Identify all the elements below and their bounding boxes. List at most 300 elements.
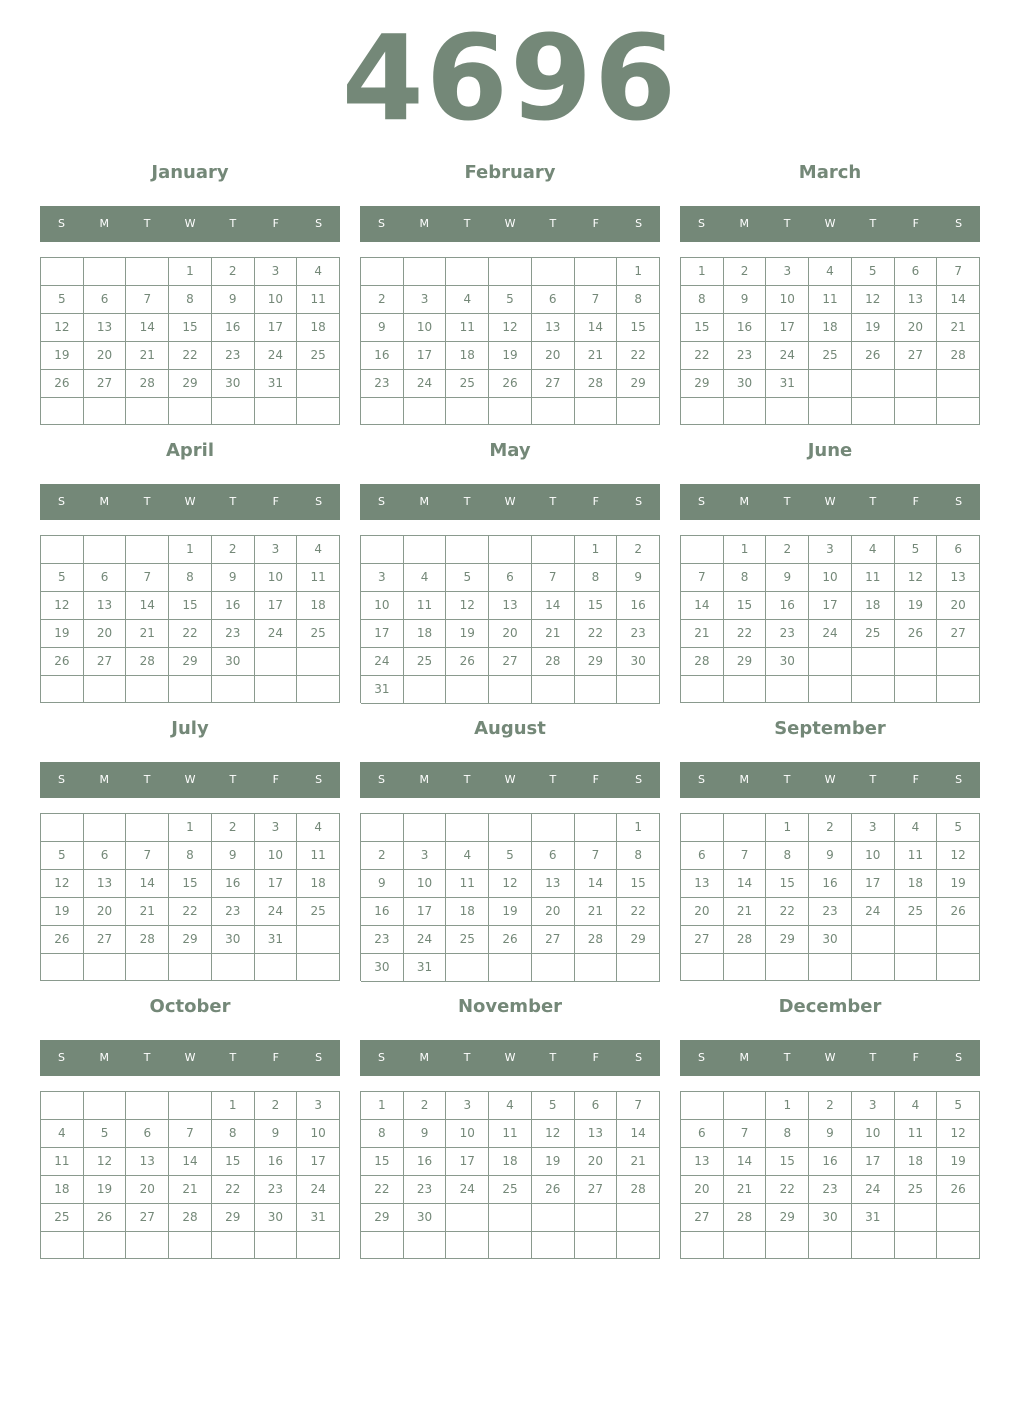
day-grid [680, 1091, 980, 1259]
day-cell [681, 1092, 724, 1120]
day-cell: 28 [126, 926, 169, 954]
day-cell: 7 [575, 286, 618, 314]
day-cell [937, 676, 980, 703]
day-cell [809, 398, 852, 425]
day-cell: 7 [126, 842, 169, 870]
day-cell [489, 954, 532, 982]
day-cell: 1 [724, 536, 767, 564]
day-grid [680, 257, 980, 425]
day-cell [895, 398, 938, 425]
day-grid [360, 1091, 660, 1259]
weekday-label: S [57, 217, 65, 230]
day-cell: 23 [724, 342, 767, 370]
day-cell [809, 954, 852, 981]
day-cell: 22 [617, 898, 660, 926]
day-cell: 24 [255, 898, 298, 926]
day-cell: 13 [84, 870, 127, 898]
day-cell: 31 [361, 676, 404, 704]
weekday-label: W [824, 1051, 836, 1064]
day-cell: 28 [169, 1204, 212, 1232]
day-cell: 16 [617, 592, 660, 620]
weekday-label: F [912, 773, 919, 786]
day-cell [446, 814, 489, 842]
day-cell: 29 [169, 370, 212, 398]
day-cell [169, 1232, 212, 1259]
day-cell: 7 [937, 258, 980, 286]
day-cell: 6 [126, 1120, 169, 1148]
weekday-label: M [99, 495, 110, 508]
day-cell [41, 676, 84, 703]
day-cell: 5 [852, 258, 895, 286]
day-cell: 26 [852, 342, 895, 370]
weekday-label: T [463, 1051, 471, 1064]
weekday-label: S [955, 773, 963, 786]
weekday-label: S [315, 773, 323, 786]
day-cell: 23 [212, 898, 255, 926]
day-cell: 27 [532, 370, 575, 398]
day-cell: 30 [809, 1204, 852, 1232]
day-cell: 9 [617, 564, 660, 592]
weekday-header [360, 484, 660, 520]
weekday-label: T [143, 773, 151, 786]
day-cell: 18 [297, 314, 340, 342]
day-cell [937, 370, 980, 398]
day-cell: 8 [361, 1120, 404, 1148]
day-cell: 28 [575, 370, 618, 398]
weekday-label: S [697, 1051, 705, 1064]
weekday-label: W [504, 1051, 516, 1064]
day-cell [532, 398, 575, 425]
day-cell: 27 [681, 926, 724, 954]
day-cell [126, 1232, 169, 1259]
day-cell: 14 [724, 1148, 767, 1176]
weekday-label: S [57, 495, 65, 508]
day-cell: 7 [617, 1092, 660, 1120]
month-name: January [151, 162, 229, 183]
day-cell: 17 [255, 870, 298, 898]
weekday-label: M [739, 773, 750, 786]
weekday-label: W [184, 217, 196, 230]
month-name: April [165, 440, 215, 461]
day-cell: 10 [297, 1120, 340, 1148]
day-cell [169, 398, 212, 425]
weekday-label: T [869, 1051, 877, 1064]
day-cell: 22 [766, 1176, 809, 1204]
day-cell: 6 [575, 1092, 618, 1120]
day-cell [41, 258, 84, 286]
day-cell: 3 [255, 258, 298, 286]
day-cell [212, 954, 255, 981]
day-cell: 11 [852, 564, 895, 592]
day-cell [617, 676, 660, 704]
weekday-label: W [504, 217, 516, 230]
day-cell: 16 [809, 870, 852, 898]
day-cell: 31 [766, 370, 809, 398]
day-cell: 10 [404, 870, 447, 898]
day-grid [680, 813, 980, 981]
day-cell: 12 [489, 870, 532, 898]
weekday-label: T [783, 495, 791, 508]
day-cell [297, 676, 340, 703]
day-cell: 5 [532, 1092, 575, 1120]
day-cell [681, 676, 724, 703]
day-cell [84, 398, 127, 425]
day-cell: 26 [489, 370, 532, 398]
day-cell [852, 1232, 895, 1259]
day-cell [169, 676, 212, 703]
day-cell: 30 [212, 370, 255, 398]
day-cell [895, 648, 938, 676]
weekday-label: T [783, 773, 791, 786]
weekday-label: F [272, 495, 279, 508]
day-cell: 5 [41, 564, 84, 592]
weekday-label: W [504, 773, 516, 786]
day-cell: 28 [126, 648, 169, 676]
day-cell: 18 [489, 1148, 532, 1176]
day-cell: 19 [41, 898, 84, 926]
day-cell: 22 [169, 898, 212, 926]
weekday-label: S [377, 217, 385, 230]
day-cell: 19 [41, 620, 84, 648]
day-cell: 19 [895, 592, 938, 620]
month-name: December [778, 996, 882, 1017]
day-cell [852, 398, 895, 425]
day-cell: 10 [404, 314, 447, 342]
day-cell: 2 [212, 536, 255, 564]
day-cell [297, 648, 340, 676]
day-cell: 23 [404, 1176, 447, 1204]
day-cell: 5 [489, 286, 532, 314]
day-cell: 28 [937, 342, 980, 370]
day-cell: 2 [255, 1092, 298, 1120]
day-cell: 22 [766, 898, 809, 926]
day-cell: 20 [84, 342, 127, 370]
day-cell: 22 [169, 342, 212, 370]
day-cell [895, 676, 938, 703]
weekday-label: M [739, 495, 750, 508]
weekday-label: S [697, 217, 705, 230]
day-cell: 24 [255, 620, 298, 648]
day-cell: 13 [575, 1120, 618, 1148]
day-cell: 6 [84, 564, 127, 592]
day-cell: 17 [809, 592, 852, 620]
day-cell: 25 [41, 1204, 84, 1232]
day-cell: 19 [489, 898, 532, 926]
day-cell: 23 [617, 620, 660, 648]
day-cell: 9 [361, 314, 404, 342]
day-cell [41, 536, 84, 564]
day-cell [84, 676, 127, 703]
day-cell: 10 [852, 1120, 895, 1148]
day-cell: 2 [809, 1092, 852, 1120]
day-cell [126, 398, 169, 425]
day-cell: 14 [126, 870, 169, 898]
day-cell: 31 [852, 1204, 895, 1232]
day-cell [724, 1232, 767, 1259]
day-cell: 26 [446, 648, 489, 676]
weekday-label: F [272, 1051, 279, 1064]
day-cell: 29 [724, 648, 767, 676]
day-cell: 21 [724, 898, 767, 926]
day-cell: 16 [212, 314, 255, 342]
day-cell: 11 [297, 286, 340, 314]
day-cell [255, 398, 298, 425]
day-cell: 11 [895, 1120, 938, 1148]
day-cell: 3 [255, 814, 298, 842]
day-cell: 13 [532, 314, 575, 342]
month-name: June [807, 440, 853, 461]
day-cell: 25 [852, 620, 895, 648]
day-cell [489, 536, 532, 564]
day-cell [361, 814, 404, 842]
day-cell: 21 [681, 620, 724, 648]
weekday-label: M [419, 495, 430, 508]
day-cell: 15 [361, 1148, 404, 1176]
weekday-label: W [184, 1051, 196, 1064]
day-cell: 21 [126, 342, 169, 370]
day-cell: 4 [446, 842, 489, 870]
weekday-label: S [955, 217, 963, 230]
day-cell [126, 814, 169, 842]
weekday-label: T [783, 217, 791, 230]
weekday-label: S [315, 495, 323, 508]
day-cell: 8 [575, 564, 618, 592]
day-cell: 7 [724, 842, 767, 870]
day-cell: 1 [169, 536, 212, 564]
day-cell: 23 [809, 898, 852, 926]
day-cell: 21 [532, 620, 575, 648]
weekday-label: F [912, 495, 919, 508]
day-cell: 3 [404, 842, 447, 870]
day-cell [809, 370, 852, 398]
day-cell: 8 [617, 842, 660, 870]
day-cell: 9 [766, 564, 809, 592]
day-cell [212, 676, 255, 703]
day-cell: 6 [489, 564, 532, 592]
day-cell: 19 [937, 1148, 980, 1176]
day-cell: 12 [852, 286, 895, 314]
day-cell: 29 [766, 926, 809, 954]
weekday-label: T [229, 1051, 237, 1064]
day-cell: 2 [404, 1092, 447, 1120]
day-cell: 17 [766, 314, 809, 342]
day-cell [169, 1092, 212, 1120]
day-cell: 5 [446, 564, 489, 592]
day-cell: 25 [809, 342, 852, 370]
day-cell: 14 [169, 1148, 212, 1176]
day-cell: 10 [766, 286, 809, 314]
day-cell: 17 [446, 1148, 489, 1176]
day-cell: 16 [724, 314, 767, 342]
day-cell: 11 [809, 286, 852, 314]
day-cell [84, 1232, 127, 1259]
day-cell: 6 [84, 286, 127, 314]
day-cell: 17 [404, 342, 447, 370]
day-cell: 1 [617, 814, 660, 842]
weekday-label: W [824, 495, 836, 508]
day-cell [84, 814, 127, 842]
day-cell: 19 [532, 1148, 575, 1176]
day-cell: 17 [361, 620, 404, 648]
day-cell [489, 1204, 532, 1232]
day-cell: 2 [212, 814, 255, 842]
day-cell: 18 [297, 592, 340, 620]
day-cell [895, 954, 938, 981]
weekday-label: S [377, 495, 385, 508]
day-cell: 27 [937, 620, 980, 648]
day-cell: 6 [532, 286, 575, 314]
day-cell: 24 [297, 1176, 340, 1204]
weekday-label: F [912, 1051, 919, 1064]
weekday-label: T [549, 495, 557, 508]
weekday-label: M [419, 1051, 430, 1064]
month-name: September [774, 718, 886, 739]
day-cell: 8 [766, 1120, 809, 1148]
day-cell: 9 [724, 286, 767, 314]
day-cell [446, 258, 489, 286]
day-cell [852, 954, 895, 981]
day-cell: 5 [937, 814, 980, 842]
day-cell [126, 536, 169, 564]
day-cell: 15 [724, 592, 767, 620]
day-cell: 25 [446, 926, 489, 954]
day-cell [809, 648, 852, 676]
day-cell: 27 [681, 1204, 724, 1232]
day-cell: 6 [937, 536, 980, 564]
day-cell: 29 [575, 648, 618, 676]
weekday-label: S [635, 1051, 643, 1064]
weekday-label: T [783, 1051, 791, 1064]
day-cell: 3 [361, 564, 404, 592]
day-cell [937, 1232, 980, 1259]
day-cell: 11 [297, 842, 340, 870]
day-cell: 4 [489, 1092, 532, 1120]
day-cell: 13 [532, 870, 575, 898]
weekday-label: T [549, 217, 557, 230]
month-name: July [171, 718, 209, 739]
day-cell: 27 [126, 1204, 169, 1232]
day-cell: 27 [84, 370, 127, 398]
day-grid [40, 535, 340, 703]
day-cell: 25 [404, 648, 447, 676]
day-cell: 11 [446, 314, 489, 342]
day-cell: 6 [532, 842, 575, 870]
weekday-header [40, 762, 340, 798]
day-cell: 16 [212, 592, 255, 620]
day-cell: 29 [169, 648, 212, 676]
day-cell: 10 [852, 842, 895, 870]
day-cell: 20 [84, 620, 127, 648]
day-cell: 24 [404, 926, 447, 954]
day-cell: 29 [212, 1204, 255, 1232]
day-cell: 8 [724, 564, 767, 592]
day-cell: 8 [212, 1120, 255, 1148]
day-grid [360, 535, 660, 703]
day-cell: 26 [84, 1204, 127, 1232]
day-cell [489, 814, 532, 842]
day-cell: 26 [41, 926, 84, 954]
day-cell: 29 [766, 1204, 809, 1232]
day-cell: 18 [809, 314, 852, 342]
day-cell [84, 536, 127, 564]
day-cell: 1 [361, 1092, 404, 1120]
day-cell [446, 398, 489, 425]
day-cell: 18 [446, 898, 489, 926]
day-cell [852, 926, 895, 954]
day-cell [809, 1232, 852, 1259]
day-cell [681, 536, 724, 564]
day-cell: 1 [681, 258, 724, 286]
day-cell: 28 [575, 926, 618, 954]
day-cell: 20 [895, 314, 938, 342]
weekday-header [680, 1040, 980, 1076]
day-cell: 3 [404, 286, 447, 314]
day-cell: 12 [446, 592, 489, 620]
day-grid [360, 813, 660, 981]
day-cell [532, 1232, 575, 1259]
day-cell: 30 [766, 648, 809, 676]
day-cell: 18 [895, 1148, 938, 1176]
day-cell: 12 [84, 1148, 127, 1176]
day-cell: 25 [895, 1176, 938, 1204]
weekday-label: S [57, 1051, 65, 1064]
day-cell: 23 [212, 620, 255, 648]
day-cell: 19 [84, 1176, 127, 1204]
day-cell: 28 [126, 370, 169, 398]
day-cell: 28 [617, 1176, 660, 1204]
day-cell [724, 954, 767, 981]
day-cell [617, 1232, 660, 1259]
day-cell: 20 [489, 620, 532, 648]
day-cell: 28 [724, 1204, 767, 1232]
day-cell: 29 [617, 926, 660, 954]
day-cell [297, 370, 340, 398]
day-cell [532, 1204, 575, 1232]
day-cell: 17 [255, 314, 298, 342]
day-cell: 2 [766, 536, 809, 564]
day-cell: 22 [617, 342, 660, 370]
day-cell [937, 398, 980, 425]
day-cell: 9 [809, 842, 852, 870]
day-cell [126, 258, 169, 286]
weekday-label: M [419, 773, 430, 786]
day-cell: 27 [532, 926, 575, 954]
weekday-label: W [184, 773, 196, 786]
day-cell [937, 1204, 980, 1232]
day-cell: 13 [681, 870, 724, 898]
day-cell: 24 [446, 1176, 489, 1204]
day-cell: 23 [361, 370, 404, 398]
day-cell: 13 [895, 286, 938, 314]
day-cell: 25 [297, 898, 340, 926]
day-cell: 12 [895, 564, 938, 592]
day-cell: 4 [895, 814, 938, 842]
weekday-label: M [99, 773, 110, 786]
day-cell: 9 [212, 286, 255, 314]
day-cell: 16 [361, 342, 404, 370]
day-cell: 30 [404, 1204, 447, 1232]
weekday-label: F [592, 495, 599, 508]
day-cell: 7 [532, 564, 575, 592]
day-cell [41, 398, 84, 425]
day-cell: 5 [489, 842, 532, 870]
day-cell [532, 676, 575, 704]
day-cell [446, 676, 489, 704]
day-cell: 7 [575, 842, 618, 870]
day-cell [724, 814, 767, 842]
day-grid [40, 257, 340, 425]
day-cell: 11 [895, 842, 938, 870]
